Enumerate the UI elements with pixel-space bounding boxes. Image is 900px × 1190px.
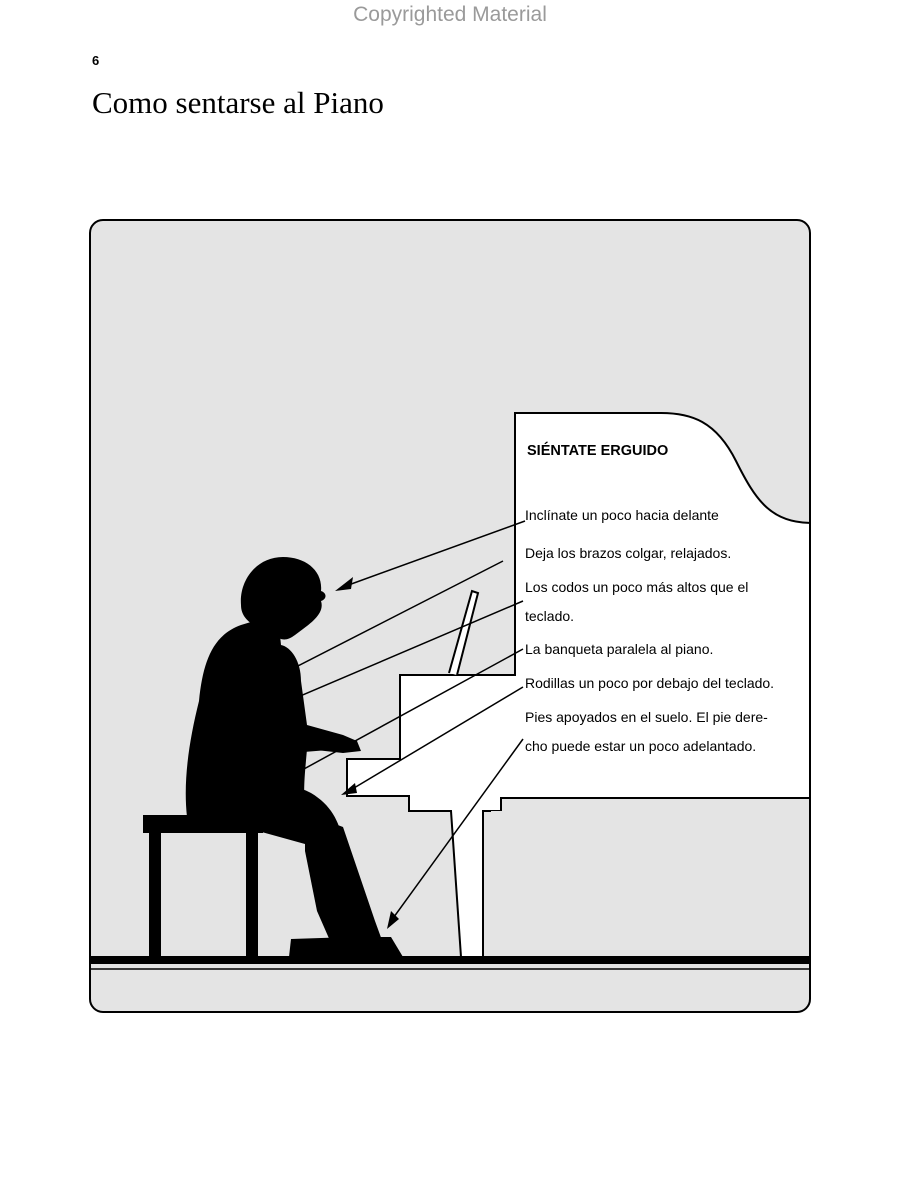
tip-relax-arms: Deja los brazos colgar, relajados. <box>525 545 732 561</box>
posture-diagram <box>91 221 811 1013</box>
page-title: Como sentarse al Piano <box>92 85 384 120</box>
piano-posture-illustration <box>89 219 811 1013</box>
tip-knees: Rodillas un poco por debajo del teclado. <box>525 675 775 691</box>
page-number: 6 <box>92 53 100 68</box>
sit-upright-heading: SIÉNTATE ERGUIDO <box>527 443 669 459</box>
floor-line <box>91 956 811 964</box>
pianist-silhouette <box>186 557 403 957</box>
music-stand <box>449 591 478 675</box>
piano-lower-panel <box>491 811 811 957</box>
tip-lean-forward: Inclínate un poco hacia delante <box>525 507 719 523</box>
tip-elbows-line-1: Los codos un poco más altos que el <box>525 579 749 595</box>
tip-bench-parallel: La banqueta paralela al piano. <box>525 641 714 657</box>
tip-feet-line-2: cho puede estar un poco adelantado. <box>525 738 757 754</box>
piano-bench <box>143 815 263 957</box>
tip-feet-line-1: Pies apoyados en el suelo. El pie dere- <box>525 709 768 725</box>
tip-elbows-line-2: teclado. <box>525 608 575 624</box>
copyright-watermark: Copyrighted Material <box>353 3 547 26</box>
